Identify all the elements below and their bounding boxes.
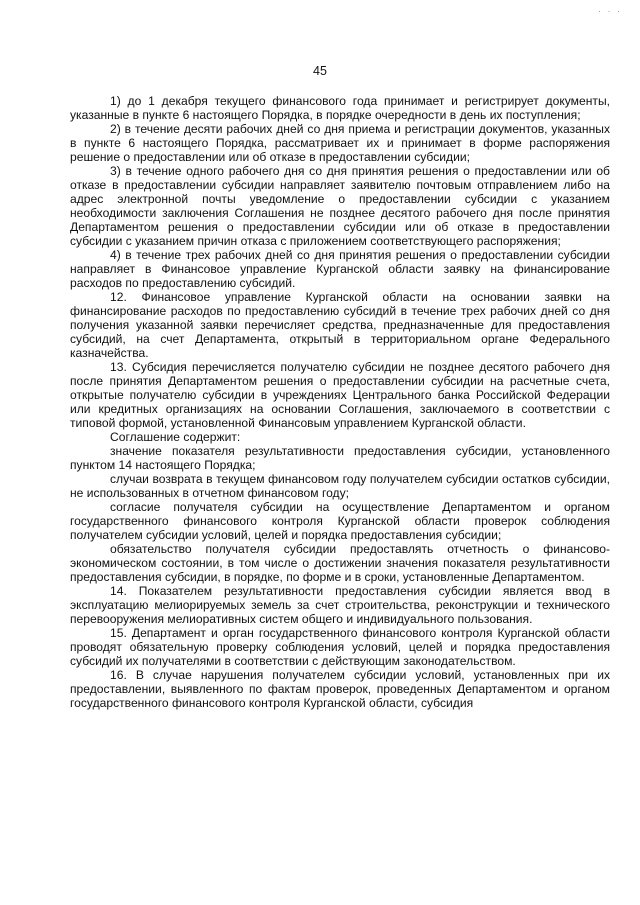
paragraph-13: 15. Департамент и орган государственного финансового контроля Курганской области проводят обязательную проверку соблюдения условий, целей и порядка предоставления субсидий их получателями в соответствии с действующим законодательством. [70,626,610,668]
paragraph-6: 13. Субсидия перечисляется получателю субсидии не позднее десятого рабочего дня после принятия Департаментом решения о предоставлении субсидии на расчетные счета, открытые получателю субсидии в учреждениях Центрального банка Российской Федерации или кредитных организациях на основании Соглашения, заключаемого в соответствии с типовой формой, установленной Финансовым управлением Курганской области. [70,360,610,430]
paragraph-5: 12. Финансовое управление Курганской области на основании заявки на финансирование расходов по предоставлению субсидий в течение трех рабочих дней со дня получения указанной заявки перечисляет средства, предназначенные для предоставления субсидий, на счет Департамента, открытый в территориальном органе Федерального казначейства. [70,290,610,360]
paragraph-3: 3) в течение одного рабочего дня со дня принятия решения о предоставлении или об отказе в предоставлении субсидии направляет заявителю почтовым отправлением либо на адрес электронной почты уведомление о предоставлении субсидии с указанием необходимости заключения Соглашения не позднее десятого рабочего дня после принятия Департаментом решения о предоставлении субсидии или об отказе в предоставлении субсидии с указанием причин отказа с приложением соответствующего распоряжения; [70,164,610,248]
paragraph-10: согласие получателя субсидии на осуществление Департаментом и органом государственного финансового контроля Курганской области проверок соблюдения получателем субсидии условий, целей и порядка предоставления субсидии; [70,500,610,542]
paragraph-9: случаи возврата в текущем финансовом году получателем субсидии остатков субсидии, не использованных в отчетном финансовом году; [70,472,610,500]
paragraph-4: 4) в течение трех рабочих дней со дня принятия решения о предоставлении субсидии направляет в Финансовое управление Курганской области заявку на финансирование расходов по предоставлению субсидий. [70,248,610,290]
paragraph-11: обязательство получателя субсидии предоставлять отчетность о финансово-экономическом состоянии, в том числе о достижении значения показателя результативности предоставления субсидии, в порядке, по форме и в сроки, установленные Департаментом. [70,542,610,584]
paragraph-12: 14. Показателем результативности предоставления субсидии является ввод в эксплуатацию мелиорируемых земель за счет строительства, реконструкции и технического перевооружения мелиоративных систем общего и индивидуального пользования. [70,584,610,626]
page-number: 45 [313,64,327,78]
paragraph-8: значение показателя результативности предоставления субсидии, установленного пунктом 14 настоящего Порядка; [70,444,610,472]
paragraph-7: Соглашение содержит: [110,430,241,444]
paragraph-2: 2) в течение десяти рабочих дней со дня приема и регистрации документов, указанных в пункте 6 настоящего Порядка, рассматривает их и принимает в форме распоряжения решение о предоставлении или об отказе в предоставлении субсидии; [70,122,610,164]
corner-mark: · · · [598,6,622,16]
paragraph-1: 1) до 1 декабря текущего финансового года принимает и регистрирует документы, указанные в пункте 6 настоящего Порядка, в порядке очередности в день их поступления; [70,94,610,122]
paragraph-14: 16. В случае нарушения получателем субсидии условий, установленных при их предоставлении, выявленного по фактам проверок, проведенных Департаментом и органом государственного финансового контроля Курганской области, субсидия [70,668,610,710]
document-body [70,94,610,710]
